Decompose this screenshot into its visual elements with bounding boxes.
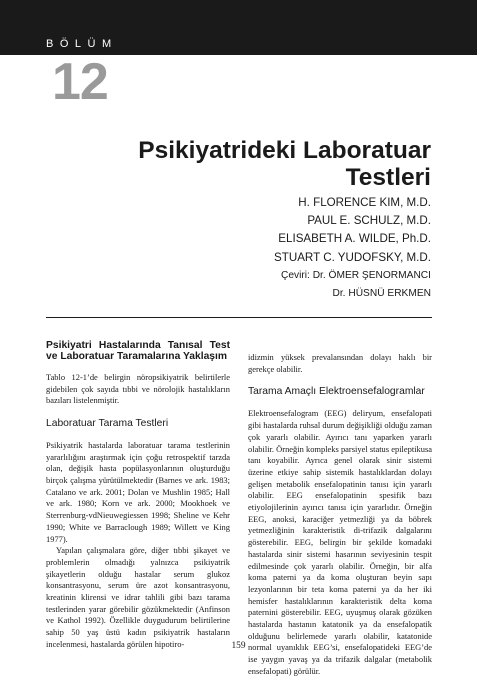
chapter-number: 12: [52, 53, 108, 111]
author-name: H. FLORENCE KIM, M.D.: [298, 196, 431, 209]
body-paragraph: Psikiyatrik hastalarda laboratuar tarama testlerinin yararlılığını araştırmak için çoğu retrospektif tarzda olan, değişik hasta popülasyonlarının oluşturduğu birçok çalışma yürütülmektedir (Barnes ve ark. 1983; Catalano ve ark. 2001; Dolan ve Mushlin 1985; Hall ve ark. 1980; Korn ve ark. 2000; Mookhoek ve Sterrenburg-vdNieuwegiessen 1998; Sheline ve Kehr 1990; White ve Barraclough 1989; Willett ve King 1977).: [46, 439, 230, 544]
body-paragraph: Elektroensefalogram (EEG) deliryum, ensefalopati gibi hastalarda ruhsal durum değişikliği olduğu zaman çok yararlı olabilir. Ayırıcı tanı yaparken yararlı olabilir. Örneğin kompleks parsiyel status epileptikusa tanı koyabilir. Ayrıca genel olarak sinir sistemi üzerine etkiye sahip sistemik hastalıklardan dolayı gelişen metabolik ensefalopatinin tanısı için yararlı olabilir. EEG ensefalopatinin spesifik bazı etiyolojilerinin ayırıcı tanısı için yararlıdır. Örneğin EEG, anoksi, karaciğer yetmezliği ya da böbrek yetmezliğinin karakteristik di-trifazik dalgalarını gösterebilir. EEG, belirgin bir şekilde komadaki hastalarda sinir sistemi hasarının seviyesinin tespit edilmesinde çok yararlı olabilir. Örneğin, bir alfa koma paterni ya da koma oluşturan beyin sapı lezyonlarının bir teta koma paterni ya da her iki hemisfer hastalıklarının karakteristik delta koma paternini gösterebilir. EEG, uyuşmuş olarak gözüken hastalarda hastanın katatonik ya da ensefalopatik olduğunu belirlemede yararlı olabilir, katatonide normal uyanıklık EEG’si, ensefalopatideki EEG’de ise yaygın yavaş ya da trifazik dalgalar (metabolik ensefalopati) görülür.: [248, 408, 432, 676]
chapter-label: BÖLÜM: [46, 38, 118, 50]
chapter-title: [51, 137, 431, 191]
page-number: 159: [231, 641, 246, 651]
left-column: [46, 340, 230, 651]
translator-line: Çeviri: Dr. ÖMER ŞENORMANCI: [281, 269, 431, 281]
author-list: [131, 194, 431, 304]
subheading-eeg: Tarama Amaçlı Elektroensefalogramlar: [248, 386, 425, 398]
author-name: STUART C. YUDOFSKY, M.D.: [274, 250, 431, 264]
body-paragraph: Yapılan çalışmalara göre, diğer tıbbi şikayet ve problemlerin olmadığı yalnızca psikiyatrik şikayetlerin olduğu hastalar serum glukoz konsantrasyonu, serum üre azot konsantrasyonu, kreatinin klirensi ve idrar tahlili gibi bazı tarama testlerinden yarar görebilir gözükmektedir (Anfinson ve Kathol 1992). Özellikle duygudurum belirtilerine sahip 50 yaş üstü kadın psikiyatrik hastaların incelenmesi, hastalarda görülen hipotiro-: [46, 545, 230, 649]
author-name: ELISABETH A. WILDE, Ph.D.: [278, 232, 431, 246]
chapter-header-band: [0, 0, 477, 55]
section-divider: [46, 317, 432, 318]
chapter-title-line-2: Testleri: [345, 164, 431, 191]
subheading-screening-tests: Laboratuar Tarama Testleri: [46, 417, 169, 429]
intro-paragraph: Tablo 12-1’de belirgin nöropsikiyatrik belirtilerle gidebilen çok sayıda tıbbi ve nörolojik hastalıkların bazıları listelenmiştir.: [46, 371, 230, 406]
chapter-title-line-1: Psikiyatrideki Laboratuar: [138, 137, 431, 164]
section-heading: Psikiyatri Hastalarında Tanısal Test ve Laboratuar Taramalarına Yaklaşım: [46, 340, 230, 363]
author-name: PAUL E. SCHULZ, M.D.: [307, 214, 431, 228]
right-column: [248, 352, 432, 678]
continued-paragraph: idizmin yüksek prevalansından dolayı haklı bir gerekçe olabilir.: [248, 352, 432, 374]
translator-line: Dr. HÜSNÜ ERKMEN: [332, 288, 431, 300]
